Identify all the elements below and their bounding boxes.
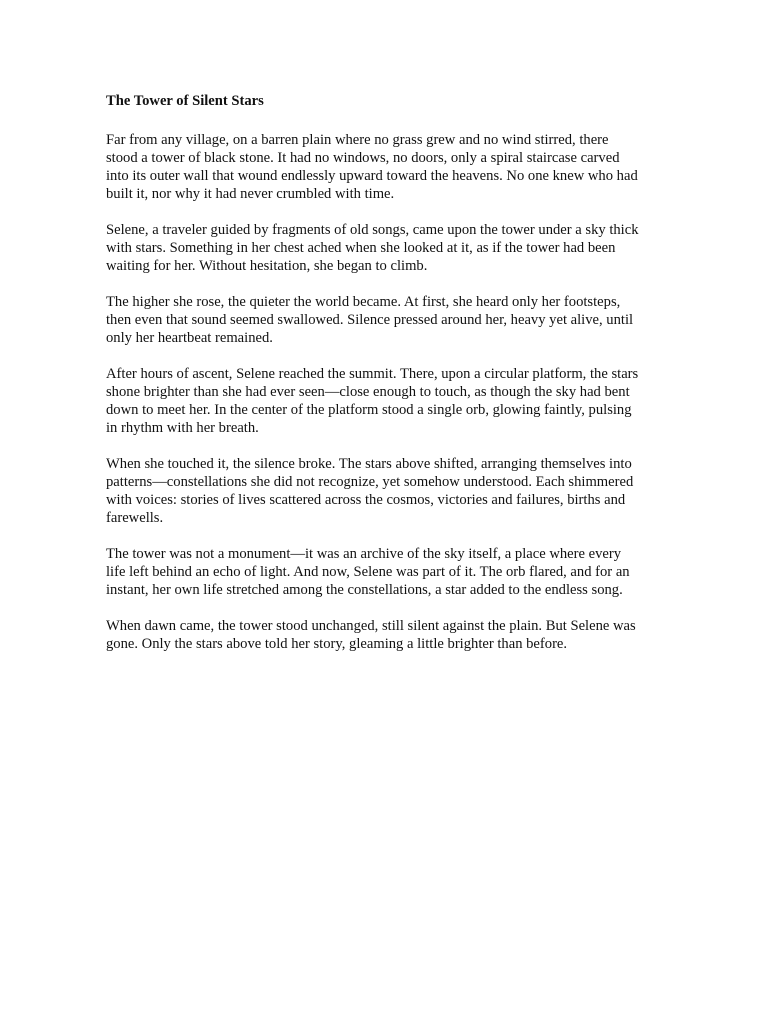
- text-line: Selene, a traveler guided by fragments of old songs, came upon the tower under a sky thick: [106, 222, 639, 238]
- paragraph-7: [106, 617, 658, 653]
- text-line: gone. Only the stars above told her story, gleaming a little brighter than before.: [106, 636, 568, 652]
- text-line: patterns—constellations she did not recognize, yet somehow understood. Each shimmered: [106, 474, 634, 490]
- text-line: in rhythm with her breath.: [106, 420, 259, 436]
- text-line: waiting for her. Without hesitation, she began to climb.: [106, 258, 428, 274]
- document-title: The Tower of Silent Stars: [106, 93, 264, 109]
- text-line: The tower was not a monument—it was an archive of the sky itself, a place where every: [106, 546, 622, 562]
- text-line: When she touched it, the silence broke. The stars above shifted, arranging themselves into: [106, 456, 632, 472]
- paragraph-2: [106, 221, 658, 275]
- text-line: built it, nor why it had never crumbled with time.: [106, 186, 395, 202]
- text-line: After hours of ascent, Selene reached the summit. There, upon a circular platform, the stars: [106, 366, 639, 382]
- text-line: Far from any village, on a barren plain where no grass grew and no wind stirred, there: [106, 132, 609, 148]
- text-line: only her heartbeat remained.: [106, 330, 273, 346]
- text-line: When dawn came, the tower stood unchanged, still silent against the plain. But Selene was: [106, 618, 636, 634]
- document-page: [106, 89, 658, 671]
- text-line: stood a tower of black stone. It had no windows, no doors, only a spiral staircase carved: [106, 150, 620, 166]
- paragraph-4: [106, 365, 658, 437]
- text-line: life left behind an echo of light. And now, Selene was part of it. The orb flared, and for an: [106, 564, 630, 580]
- text-line: The higher she rose, the quieter the world became. At first, she heard only her footsteps,: [106, 294, 621, 310]
- text-line: instant, her own life stretched among the constellations, a star added to the endless song.: [106, 582, 623, 598]
- text-line: shone brighter than she had ever seen—close enough to touch, as though the sky had bent: [106, 384, 630, 400]
- text-line: with stars. Something in her chest ached when she looked at it, as if the tower had been: [106, 240, 616, 256]
- paragraph-6: [106, 545, 658, 599]
- text-line: with voices: stories of lives scattered across the cosmos, victories and failures, births and: [106, 492, 626, 508]
- text-line: farewells.: [106, 510, 164, 526]
- paragraph-5: [106, 455, 658, 527]
- text-line: down to meet her. In the center of the platform stood a single orb, glowing faintly, pulsing: [106, 402, 632, 418]
- text-line: then even that sound seemed swallowed. Silence pressed around her, heavy yet alive, until: [106, 312, 634, 328]
- text-line: into its outer wall that wound endlessly upward toward the heavens. No one knew who had: [106, 168, 638, 184]
- paragraph-3: [106, 293, 658, 347]
- paragraph-1: [106, 131, 658, 203]
